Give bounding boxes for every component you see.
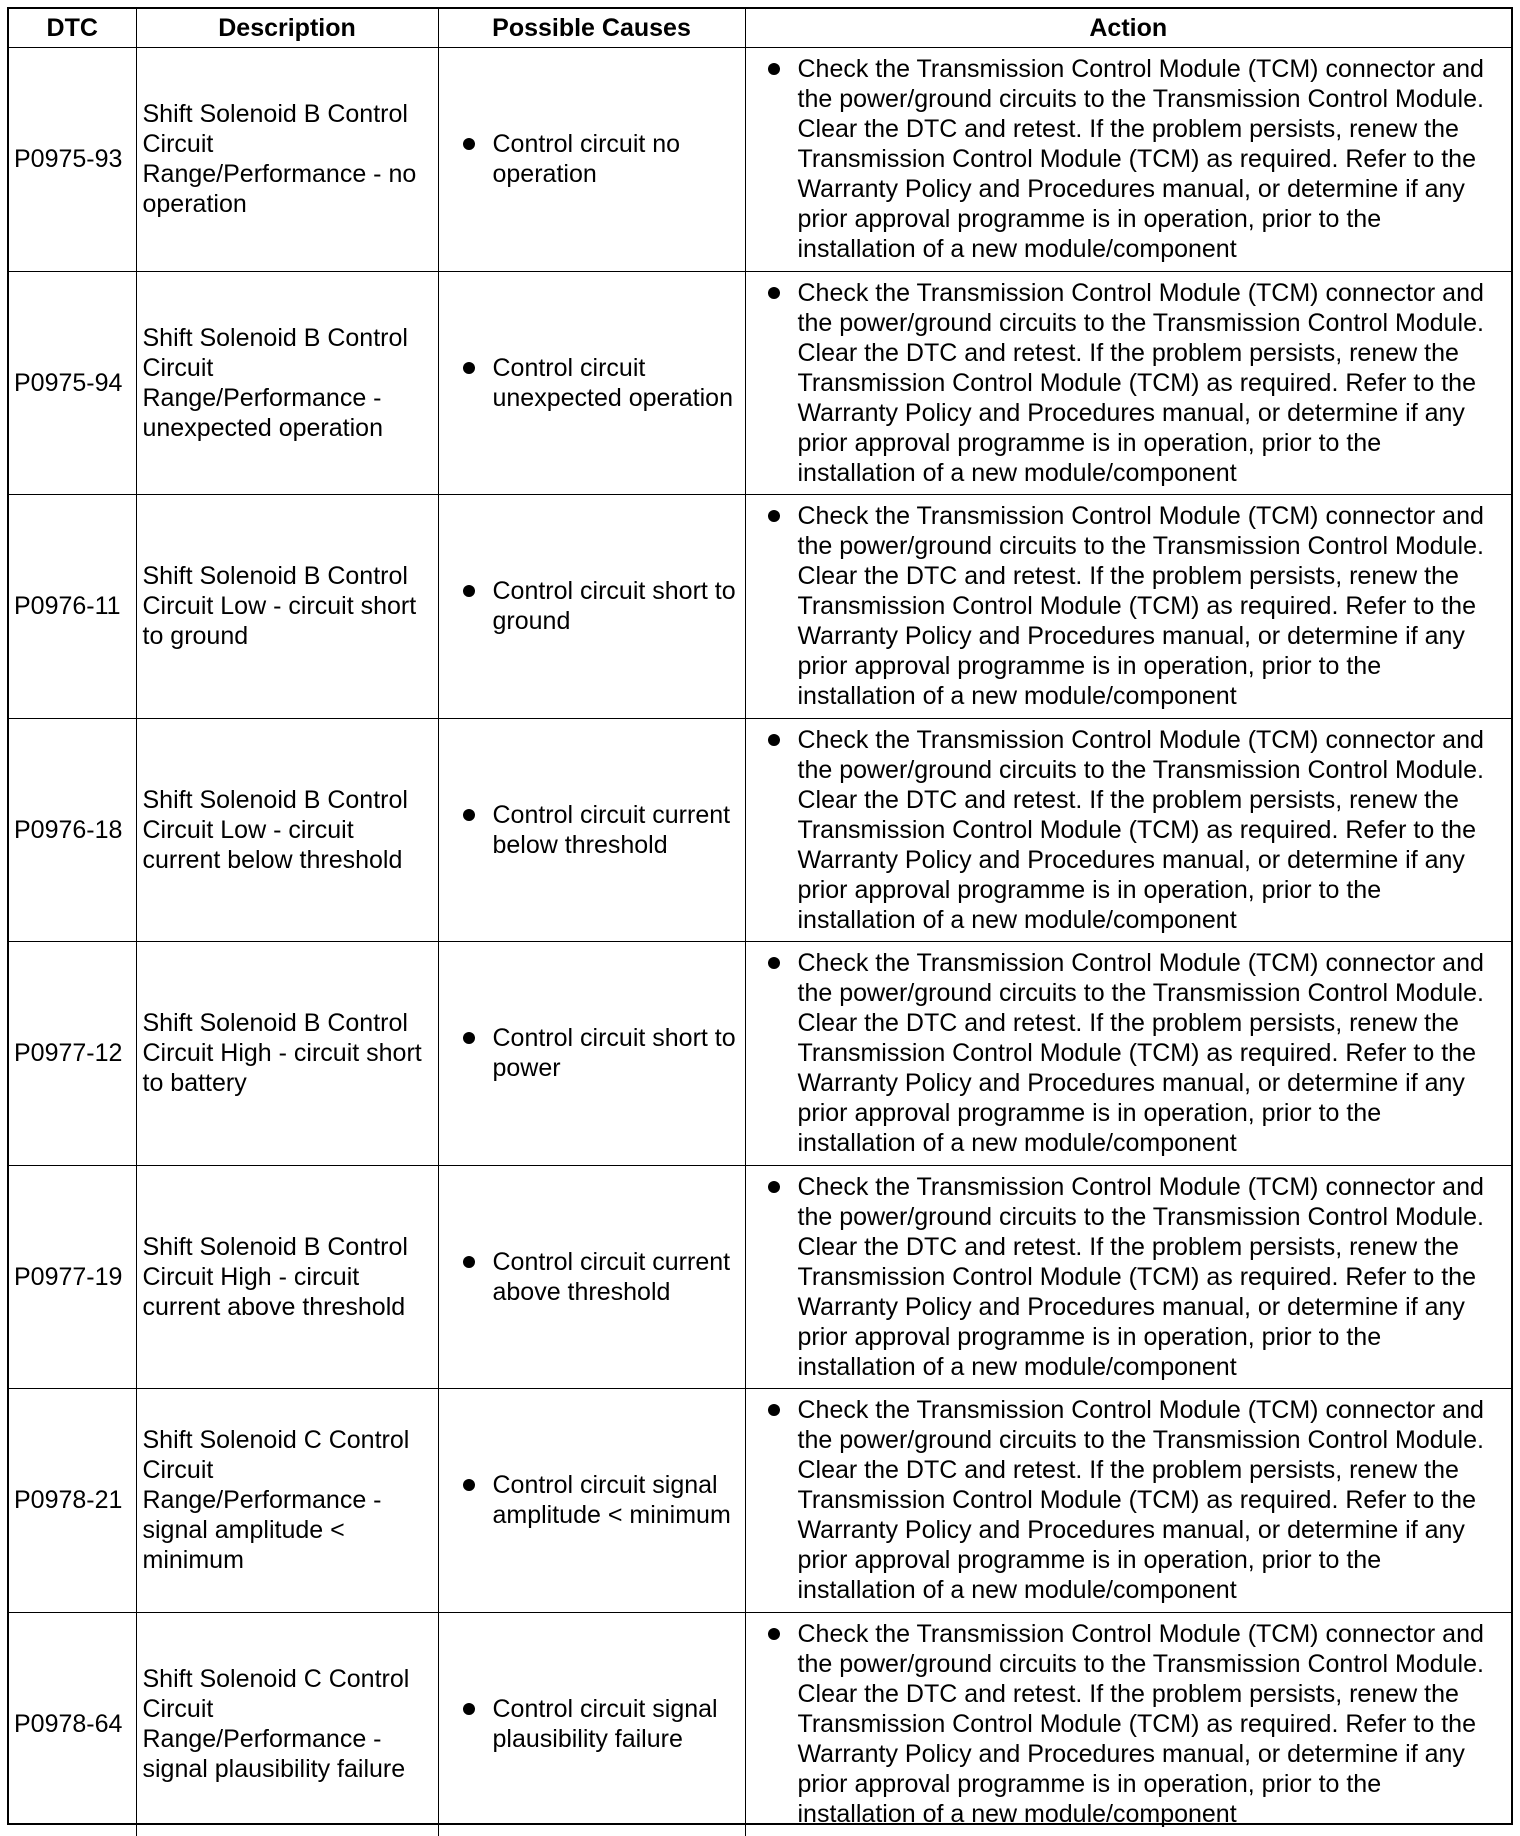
dtc-description: Shift Solenoid B Control Circuit High - circuit current above threshold [136, 1165, 438, 1389]
possible-cause-text: Control circuit current below threshold [492, 800, 731, 859]
action [745, 48, 1511, 272]
possible-cause-text: Control circuit signal plausibility failure [492, 1695, 718, 1753]
dtc-description: Shift Solenoid B Control Circuit Low - circuit current below threshold [136, 718, 438, 942]
action [745, 718, 1511, 942]
action-text: Check the Transmission Control Module (TCM) connector and the power/ground circuits to the Transmission Control Module. Clear the DTC and retest. If the problem persists, renew the Transmission Control Module (TCM) as required. Refer to the Warranty Policy and Procedures manual, or determine if any prior approval programme is in operation, prior to the installation of a new module/component [797, 55, 1484, 264]
table-row [9, 1612, 1511, 1836]
possible-cause [438, 1612, 745, 1836]
possible-cause-text: Control circuit signal amplitude < minimum [492, 1471, 731, 1530]
table-row [9, 718, 1511, 942]
dtc-code: P0975-93 [9, 48, 136, 272]
bullet-icon [463, 809, 475, 821]
action-text: Check the Transmission Control Module (TCM) connector and the power/ground circuits to the Transmission Control Module. Clear the DTC and retest. If the problem persists, renew the Transmission Control Module (TCM) as required. Refer to the Warranty Policy and Procedures manual, or determine if any prior approval programme is in operation, prior to the installation of a new module/component [797, 1620, 1484, 1828]
dtc-description: Shift Solenoid B Control Circuit Range/Performance - no operation [136, 48, 438, 272]
action-text: Check the Transmission Control Module (TCM) connector and the power/ground circuits to the Transmission Control Module. Clear the DTC and retest. If the problem persists, renew the Transmission Control Module (TCM) as required. Refer to the Warranty Policy and Procedures manual, or determine if any prior approval programme is in operation, prior to the installation of a new module/component [797, 949, 1484, 1158]
dtc-code: P0978-64 [9, 1612, 136, 1836]
dtc-description: Shift Solenoid B Control Circuit Low - circuit short to ground [136, 495, 438, 719]
dtc-table-sheet [7, 7, 1513, 1828]
action [745, 942, 1511, 1166]
table-row [9, 942, 1511, 1166]
table-row [9, 1165, 1511, 1389]
dtc-description: Shift Solenoid C Control Circuit Range/Performance - signal amplitude < minimum [136, 1389, 438, 1613]
action [745, 1612, 1511, 1836]
possible-cause [438, 271, 745, 495]
possible-cause-text: Control circuit no operation [492, 130, 681, 189]
bullet-icon [768, 287, 780, 299]
possible-cause-text: Control circuit current above threshold [492, 1247, 731, 1306]
header-row [9, 9, 1511, 48]
dtc-code: P0976-11 [9, 495, 136, 719]
action-text: Check the Transmission Control Module (TCM) connector and the power/ground circuits to the Transmission Control Module. Clear the DTC and retest. If the problem persists, renew the Transmission Control Module (TCM) as required. Refer to the Warranty Policy and Procedures manual, or determine if any prior approval programme is in operation, prior to the installation of a new module/component [797, 278, 1484, 487]
possible-cause [438, 1389, 745, 1613]
bullet-icon [463, 1703, 475, 1715]
dtc-code: P0976-18 [9, 718, 136, 942]
possible-cause [438, 48, 745, 272]
header-action: Action [745, 9, 1511, 48]
possible-cause-text: Control circuit unexpected operation [492, 353, 733, 412]
bullet-icon [768, 957, 780, 969]
action-text: Check the Transmission Control Module (TCM) connector and the power/ground circuits to the Transmission Control Module. Clear the DTC and retest. If the problem persists, renew the Transmission Control Module (TCM) as required. Refer to the Warranty Policy and Procedures manual, or determine if any prior approval programme is in operation, prior to the installation of a new module/component [797, 725, 1484, 934]
bullet-icon [463, 1032, 475, 1044]
action-text: Check the Transmission Control Module (TCM) connector and the power/ground circuits to the Transmission Control Module. Clear the DTC and retest. If the problem persists, renew the Transmission Control Module (TCM) as required. Refer to the Warranty Policy and Procedures manual, or determine if any prior approval programme is in operation, prior to the installation of a new module/component [797, 1396, 1484, 1605]
header-dtc: DTC [9, 9, 136, 48]
dtc-code: P0975-94 [9, 271, 136, 495]
bullet-icon [768, 510, 780, 522]
table-row [9, 48, 1511, 272]
dtc-description: Shift Solenoid C Control Circuit Range/Performance - signal plausibility failure [136, 1612, 438, 1836]
bullet-icon [463, 1256, 475, 1268]
header-possible-causes: Possible Causes [438, 9, 745, 48]
bullet-icon [463, 585, 475, 597]
table-row [9, 1389, 1511, 1613]
dtc-code: P0978-21 [9, 1389, 136, 1613]
action [745, 1165, 1511, 1389]
bullet-icon [463, 1479, 475, 1491]
dtc-code: P0977-19 [9, 1165, 136, 1389]
dtc-description: Shift Solenoid B Control Circuit High - circuit short to battery [136, 942, 438, 1166]
action [745, 495, 1511, 719]
bullet-icon [768, 63, 780, 75]
bullet-icon [768, 1628, 780, 1640]
bullet-icon [463, 362, 475, 374]
bullet-icon [768, 1181, 780, 1193]
possible-cause-text: Control circuit short to ground [492, 577, 736, 636]
dtc-description: Shift Solenoid B Control Circuit Range/Performance - unexpected operation [136, 271, 438, 495]
table-row [9, 495, 1511, 719]
table-row [9, 271, 1511, 495]
dtc-code: P0977-12 [9, 942, 136, 1166]
header-description: Description [136, 9, 438, 48]
action-text: Check the Transmission Control Module (TCM) connector and the power/ground circuits to the Transmission Control Module. Clear the DTC and retest. If the problem persists, renew the Transmission Control Module (TCM) as required. Refer to the Warranty Policy and Procedures manual, or determine if any prior approval programme is in operation, prior to the installation of a new module/component [797, 1172, 1484, 1381]
possible-cause [438, 1165, 745, 1389]
action [745, 271, 1511, 495]
possible-cause [438, 942, 745, 1166]
dtc-table [9, 9, 1511, 1836]
bullet-icon [463, 138, 475, 150]
possible-cause [438, 495, 745, 719]
action [745, 1389, 1511, 1613]
action-text: Check the Transmission Control Module (TCM) connector and the power/ground circuits to the Transmission Control Module. Clear the DTC and retest. If the problem persists, renew the Transmission Control Module (TCM) as required. Refer to the Warranty Policy and Procedures manual, or determine if any prior approval programme is in operation, prior to the installation of a new module/component [797, 502, 1484, 711]
possible-cause [438, 718, 745, 942]
bullet-icon [768, 1404, 780, 1416]
possible-cause-text: Control circuit short to power [492, 1024, 736, 1083]
bullet-icon [768, 734, 780, 746]
